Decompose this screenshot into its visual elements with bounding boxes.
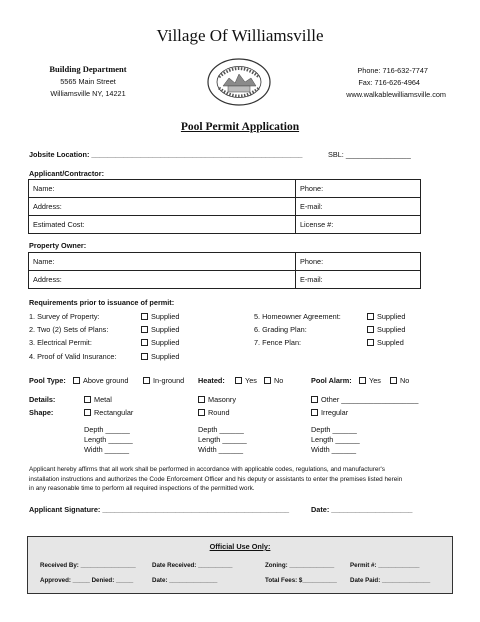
owner-address-field[interactable]: Address: — [33, 275, 62, 284]
round-length-field[interactable]: Length ______ — [198, 435, 247, 444]
checkbox-icon — [359, 377, 366, 384]
checkbox-icon — [367, 326, 374, 333]
department-address-line1: 5565 Main Street — [60, 77, 116, 86]
req-survey-status: Supplied — [151, 312, 180, 321]
date-received-field[interactable]: Date Received: __________ — [152, 562, 233, 569]
above-ground-checkbox[interactable] — [73, 376, 128, 385]
permit-number-field[interactable]: Permit #: ____________ — [350, 562, 420, 569]
signature-date-field[interactable]: Date: ____________________ — [311, 505, 413, 514]
inground-checkbox[interactable] — [143, 376, 184, 385]
official-use-box — [27, 536, 453, 594]
department-address-line2: Williamsville NY, 14221 — [50, 89, 126, 98]
masonry-checkbox[interactable] — [198, 395, 236, 404]
req-homeowner-checkbox[interactable] — [367, 312, 405, 321]
alarm-yes-label: Yes — [369, 376, 381, 385]
village-seal — [205, 57, 273, 107]
affirmation-text — [29, 465, 402, 494]
masonry-label: Masonry — [208, 395, 236, 404]
checkbox-icon — [390, 377, 397, 384]
round-label: Round — [208, 408, 230, 417]
affirmation-line: installation instructions and authorizes the Code Enforcement Officer and his deputy or assistants to enter the premises listed herein — [29, 475, 403, 483]
checkbox-icon — [367, 339, 374, 346]
rectangular-label: Rectangular — [94, 408, 134, 417]
round-checkbox[interactable] — [198, 408, 230, 417]
req-electrical-status: Supplied — [151, 338, 180, 347]
req-homeowner-label: 5. Homeowner Agreement: — [254, 312, 341, 321]
heated-no-label: No — [274, 376, 284, 385]
alarm-yes-checkbox[interactable] — [359, 376, 381, 385]
req-insurance-status: Supplied — [151, 352, 180, 361]
checkbox-icon — [73, 377, 80, 384]
checkbox-icon — [311, 396, 318, 403]
req-plans-checkbox[interactable] — [141, 325, 179, 334]
applicant-row-name — [29, 180, 420, 198]
rect-depth-field[interactable]: Depth ______ — [84, 425, 130, 434]
req-grading-checkbox[interactable] — [367, 325, 405, 334]
irregular-width-field[interactable]: Width ______ — [311, 445, 357, 454]
alarm-no-checkbox[interactable] — [390, 376, 409, 385]
owner-row-address — [29, 271, 420, 289]
req-fence-status: Suppled — [377, 338, 404, 347]
heated-yes-checkbox[interactable] — [235, 376, 257, 385]
checkbox-icon — [198, 396, 205, 403]
heated-yes-label: Yes — [245, 376, 257, 385]
round-width-field[interactable]: Width ______ — [198, 445, 244, 454]
checkbox-icon — [198, 409, 205, 416]
official-use-heading: Official Use Only: — [209, 542, 271, 551]
irregular-length-field[interactable]: Length ______ — [311, 435, 360, 444]
irregular-checkbox[interactable] — [311, 408, 348, 417]
other-label: Other ___________________ — [321, 395, 419, 404]
applicant-table — [28, 179, 421, 234]
applicant-heading: Applicant/Contractor: — [29, 169, 104, 178]
received-by-field[interactable]: Received By: ________________ — [40, 562, 136, 569]
checkbox-icon — [141, 353, 148, 360]
applicant-signature-field[interactable]: Applicant Signature: ______________________________________________ — [29, 505, 290, 514]
date-paid-field[interactable]: Date Paid: ______________ — [350, 577, 431, 584]
jobsite-location-field[interactable] — [29, 150, 302, 159]
owner-row-name — [29, 253, 420, 271]
req-plans-status: Supplied — [151, 325, 180, 334]
pool-type-label: Pool Type: — [29, 376, 66, 385]
department-name: Building Department — [49, 64, 127, 74]
owner-phone-field[interactable]: Phone: — [300, 257, 324, 266]
applicant-address-field[interactable]: Address: — [33, 202, 62, 211]
checkbox-icon — [141, 339, 148, 346]
checkbox-icon — [264, 377, 271, 384]
checkbox-icon — [84, 409, 91, 416]
checkbox-icon — [141, 313, 148, 320]
other-checkbox[interactable] — [311, 395, 418, 404]
applicant-phone-field[interactable]: Phone: — [300, 184, 324, 193]
owner-heading: Property Owner: — [29, 241, 87, 250]
applicant-email-field[interactable]: E-mail: — [300, 202, 323, 211]
applicant-name-field[interactable]: Name: — [33, 184, 55, 193]
req-survey-checkbox[interactable] — [141, 312, 179, 321]
above-ground-label: Above ground — [83, 376, 129, 385]
owner-table — [28, 252, 421, 289]
req-fence-checkbox[interactable] — [367, 338, 404, 347]
checkbox-icon — [143, 377, 150, 384]
owner-name-field[interactable]: Name: — [33, 257, 55, 266]
applicant-row-address — [29, 198, 420, 216]
irregular-depth-field[interactable]: Depth ______ — [311, 425, 357, 434]
details-label: Details: — [29, 395, 56, 404]
round-depth-field[interactable]: Depth ______ — [198, 425, 244, 434]
approved-denied-field[interactable]: Approved: _____ Denied: _____ — [40, 577, 134, 584]
checkbox-icon — [235, 377, 242, 384]
req-survey-label: 1. Survey of Property: — [29, 312, 100, 321]
heated-no-checkbox[interactable] — [264, 376, 283, 385]
official-date-field[interactable]: Date: ______________ — [152, 577, 218, 584]
fax-number: Fax: 716-626-4964 — [358, 78, 420, 87]
form-title: Pool Permit Application — [180, 121, 300, 133]
req-fence-label: 7. Fence Plan: — [254, 338, 302, 347]
phone-number: Phone: 716-632-7747 — [357, 66, 428, 75]
req-insurance-checkbox[interactable] — [141, 352, 179, 361]
jobsite-label: Jobsite Location: ____________________________________________________ — [29, 150, 303, 159]
req-insurance-label: 4. Proof of Valid Insurance: — [29, 352, 117, 361]
page-title: Village Of Williamsville — [156, 26, 324, 45]
total-fees-field[interactable]: Total Fees: $__________ — [265, 577, 337, 584]
checkbox-icon — [367, 313, 374, 320]
affirmation-line: in any reasonable time to perform all required inspections of the permitted work. — [29, 485, 255, 492]
req-homeowner-status: Supplied — [377, 312, 406, 321]
rectangular-checkbox[interactable] — [84, 408, 133, 417]
req-grading-status: Supplied — [377, 325, 406, 334]
shape-label: Shape: — [29, 408, 54, 417]
affirmation-line: Applicant hereby affirms that all work shall be performed in accordance with applicable codes, regulations, and manufacturer's — [29, 466, 385, 473]
irregular-label: Irregular — [321, 408, 349, 417]
owner-email-field[interactable]: E-mail: — [300, 275, 323, 284]
req-electrical-label: 3. Electrical Permit: — [29, 338, 92, 347]
heated-label: Heated: — [198, 376, 225, 385]
rect-width-field[interactable]: Width ______ — [84, 445, 130, 454]
applicant-row-cost — [29, 216, 420, 234]
license-field[interactable]: License #: — [300, 220, 334, 229]
checkbox-icon — [141, 326, 148, 333]
checkbox-icon — [311, 409, 318, 416]
alarm-no-label: No — [400, 376, 410, 385]
sbl-field[interactable]: SBL: ________________ — [328, 150, 411, 159]
metal-label: Metal — [94, 395, 112, 404]
pool-alarm-label: Pool Alarm: — [311, 376, 352, 385]
req-plans-label: 2. Two (2) Sets of Plans: — [29, 325, 109, 334]
rect-length-field[interactable]: Length ______ — [84, 435, 133, 444]
zoning-field[interactable]: Zoning: _____________ — [265, 562, 335, 569]
metal-checkbox[interactable] — [84, 395, 112, 404]
checkbox-icon — [84, 396, 91, 403]
website-link[interactable]: www.walkablewilliamsville.com — [346, 90, 446, 99]
req-grading-label: 6. Grading Plan: — [254, 325, 307, 334]
req-electrical-checkbox[interactable] — [141, 338, 179, 347]
estimated-cost-field[interactable]: Estimated Cost: — [33, 220, 85, 229]
inground-label: In-ground — [153, 376, 185, 385]
requirements-heading: Requirements prior to issuance of permit: — [29, 298, 175, 307]
